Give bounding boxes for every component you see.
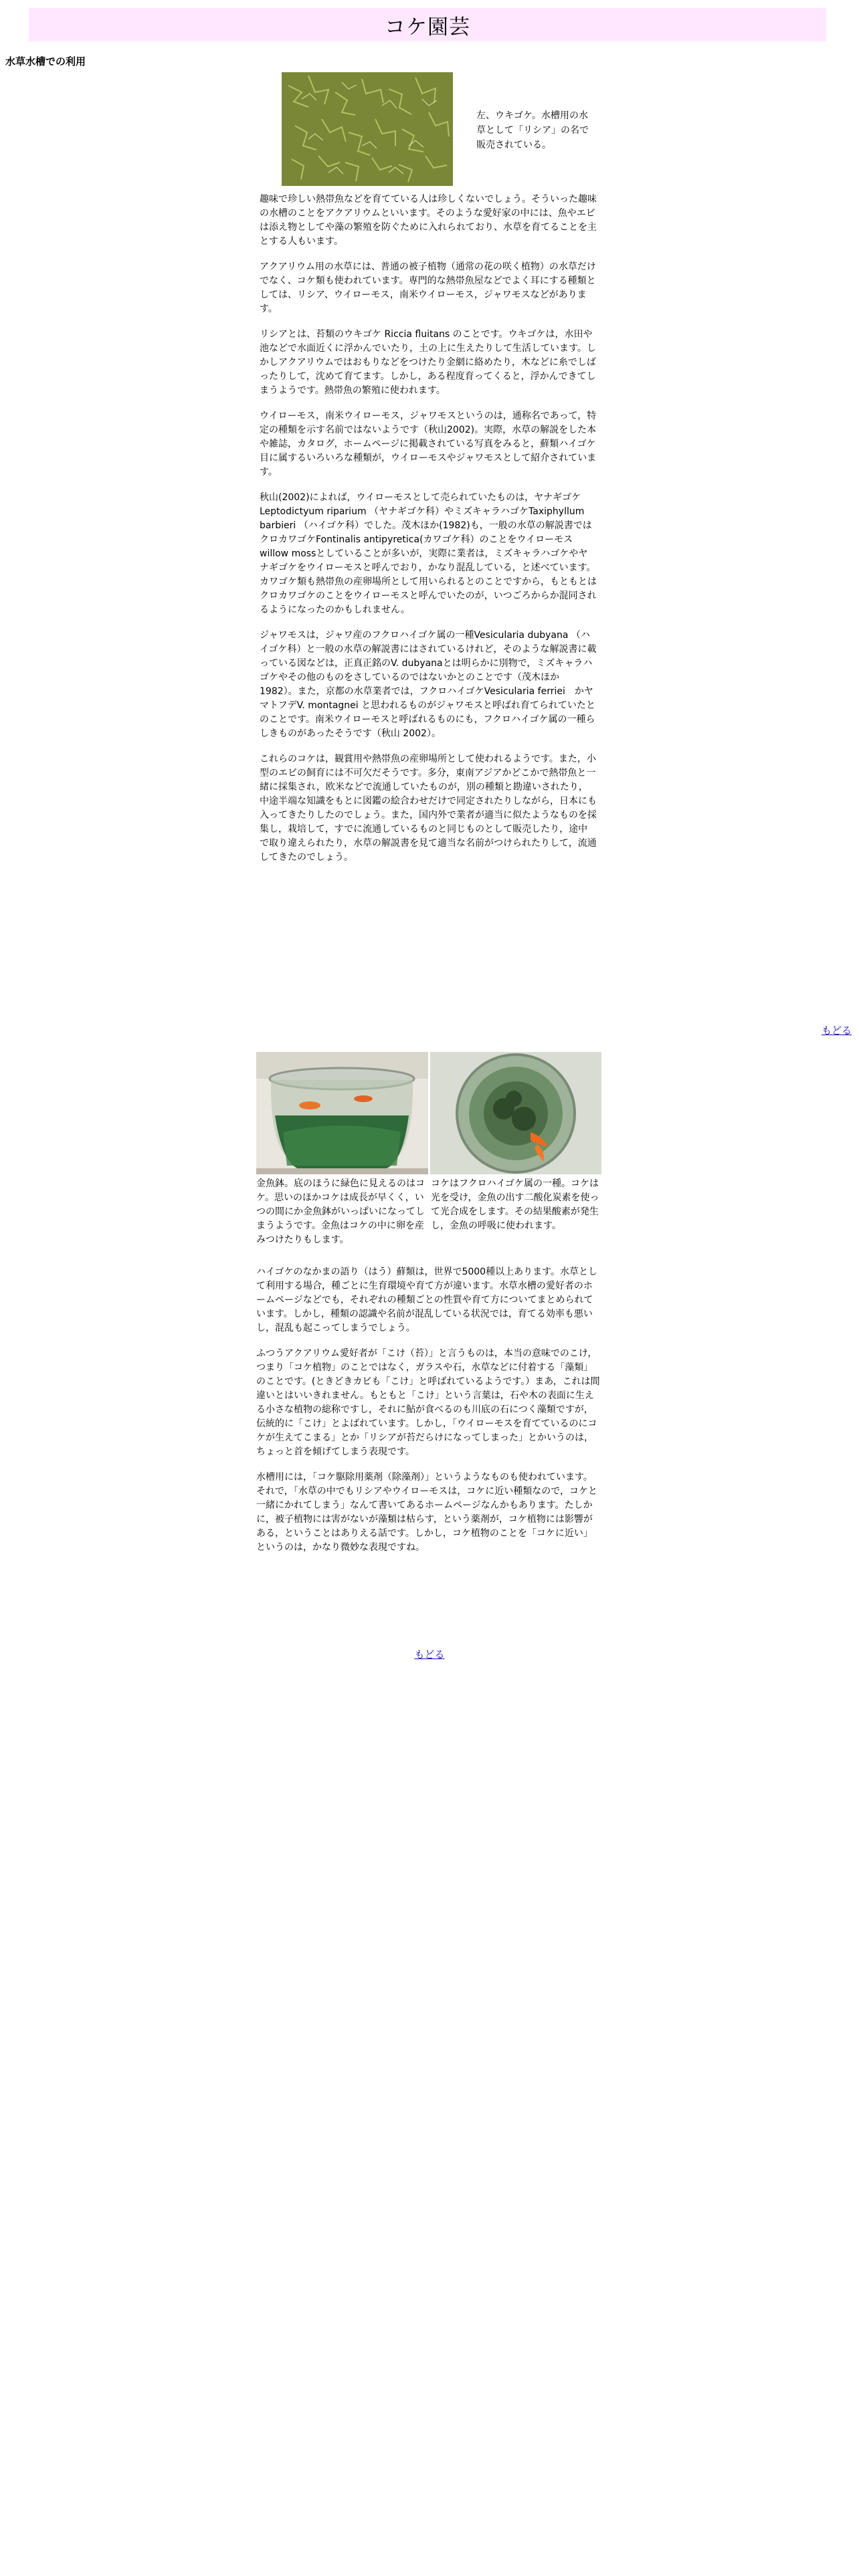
moss-terms-text xyxy=(256,1265,601,1566)
paragraph: リシアとは、苔類のウキゴケ Riccia fluitans のことです。ウキゴケは，水田や池などで水面近くに浮かんでいたり，土の上に生えたりして生活しています。しかしアクアリウムではおもりなどをつけたり金網に絡めたり，木などに糸でしばったりして，沈めて育てます。しかし，ある程度育ってくると，浮かんできてしまうようです。熱帯魚の繁殖に使われます。 xyxy=(260,329,596,396)
back-link[interactable]: もどる xyxy=(414,1648,445,1660)
section-heading: 水草水槽での利用 xyxy=(5,56,86,68)
paragraph: 水槽用には，「コケ駆除用薬剤（除藻剤）」というようなものも使われています。それで，「水草の中でもリシアやウイローモスは，コケに近い種類なので，コケと一緒にかれてしまう」なんて書いてあるホームページなんかもあります。たしかに，被子植物には害がないが藻類は枯らす，という薬剤が，コケ植物には影響がある，ということはありえる話です。しかし，コケ植物のことを「コケに近い」というのは，かなり微妙な表現ですね。 xyxy=(256,1472,598,1553)
goldfish-bowl-photo xyxy=(256,1052,428,1174)
goldfish-bowl-caption: 金魚鉢。底のほうに緑色に見えるのはコケ。思いのほかコケは成長が早くく，いつの間にか金魚鉢がいっぱいになってしまうようです。金魚はコケの中に卵を産みつけたりもします。 xyxy=(256,1178,425,1245)
paragraph: アクアリウム用の水草には、普通の被子植物（通常の花の咲く植物）の水草だけでなく、コケ類も使われています。専門的な熱帯魚屋などでよく耳にする種類としては、リシア、ウイローモス，南米ウイローモス，ジャワモスなどがあります。 xyxy=(260,261,596,314)
page-title: コケ園芸 xyxy=(385,15,470,39)
aquarium-text xyxy=(260,193,597,876)
moss-bowl-caption: コケはフクロハイゴケ属の一種。コケは光を受け，金魚の出す二酸化炭素を使って光合成をします。その結果酸素が発生し，金魚の呼吸に使われます。 xyxy=(431,1178,599,1231)
back-link[interactable]: もどる xyxy=(821,1025,852,1037)
moss-bowl-photo xyxy=(430,1052,601,1174)
ricca-photo xyxy=(282,72,453,186)
paragraph: ふつうアクアリウム愛好者が「こけ（苔）」と言うものは，本当の意味でのこけ，つまり「コケ植物」のことではなく，ガラスや石，水草などに付着する「藻類」のことです。(ときどきカビも「こけ」と呼ばれているようです。）まあ，これは間違いとはいいきれません。もともと「こけ」という言葉は，石や木の表面に生える小さな植物の総称ですし，それに鮎が食べるのも川底の石につく藻類ですが，伝統的に「こけ」とよばれています。しかし，「ウイローモスを育てているのにコケが生えてこまる」とか「リシアが苔だらけになってしまった」とかいうのは，ちょっと首を傾げてしまう表現です。 xyxy=(256,1348,600,1457)
page-header xyxy=(29,8,826,41)
paragraph: 趣味で珍しい熱帯魚などを育てている人は珍しくないでしょう。そういった趣味の水槽のことをアクアリウムといいます。そのような愛好家の中には、魚やエビは添え物としてや藻の繁殖を防ぐために入れられており、水草を育てることを主とする人もいます。 xyxy=(260,194,597,247)
paragraph: 秋山(2002)によれば，ウイローモスとして売られていたものは，ヤナギゴケLeptodictyum riparium （ヤナギゴケ科）やミズキャラハゴケTaxiphyllum barbieri （ハイゴケ科）でした。茂木ほか(1982)も，一般の水草の解説書ではクロカワゴケFontinalis antipyretica(カワゴケ科）のことをウイローモスwillow mossとしていることが多いが，実際に業者は，ミズキャラハゴケやヤナギゴケをウイローモスと呼んでおり，かなり混乱している，と述べています。カワゴケ類も熱帯魚の産卵場所として用いられるとのことですから，もともとはクロカワゴケのことをウイローモスと呼んでいたのが，いつごろからか混同されるようになったのかもしれません。 xyxy=(260,492,597,615)
paragraph: ジャワモスは，ジャワ産のフクロハイゴケ属の一種Vesicularia dubyana （ハイゴケ科）と一般の水草の解説書にはされているけれど，そのような解説書に載っている図などは，正真正銘のV. dubyanaとは明らかに別物で，ミズキャラハゴケやその他のものをさしているのではないかとのことです（茂木ほか 1982）。また，京都の水草業者では，フクロハイゴケVesicularia ferriei かヤマトフデV. montagnei と思われるものがジャワモスと呼ばれ育てられていたとのことです。南米ウイローモスと呼ばれるものにも，フクロハイゴケ属の一種らしきものがあったそうです（秋山 2002）。 xyxy=(260,630,597,739)
goldfish-captions xyxy=(256,1177,601,1247)
paragraph: これらのコケは，観賞用や熱帯魚の産卵場所として使われるようです。また，小型のエビの飼育には不可欠だそうです。多分，東南アジアかどこかで熱帯魚と一緒に採集され，欧米などで流通していたものが，別の種類と勘違いされたり，中途半端な知識をもとに図鑑の絵合わせだけで同定されたりしながら，日本にも入ってきたりしたのでしょう。また，国内外で業者が適当に似たようなものを採集し，栽培して，すでに流通しているものと同じものとして販売したり，途中で取り違えられたり，水草の解説書を見て適当な名前がつけられたりして，流通してきたのでしょう。 xyxy=(260,754,597,863)
paragraph: ウイローモス，南米ウイローモス，ジャワモスというのは，通称名であって，特定の種類を示す名前ではないようです（秋山2002)。実際，水草の解説をした本や雑誌，カタログ，ホームページに掲載されている写真をみると，蘚類ハイゴケ目に属するいろいろな種類が，ウイローモスやジャワモスとして紹介されています。 xyxy=(260,411,597,477)
paragraph: ハイゴケのなかまの語り（はう）蘚類は，世界で5000種以上あります。水草として利用する場合，種ごとに生育環境や育て方が違います。水草水槽の愛好者のホームページなどでも，それぞれの種類ごとの性質や育て方についてまとめられています。しかし，種類の認識や名前が混乱している状況では，育てる効率も悪いし，混乱も起こってしまうでしょう。 xyxy=(256,1267,597,1333)
ricca-caption: 左、ウキゴケ。水槽用の水草として「リシア」の名で販売されている。 xyxy=(476,110,589,150)
